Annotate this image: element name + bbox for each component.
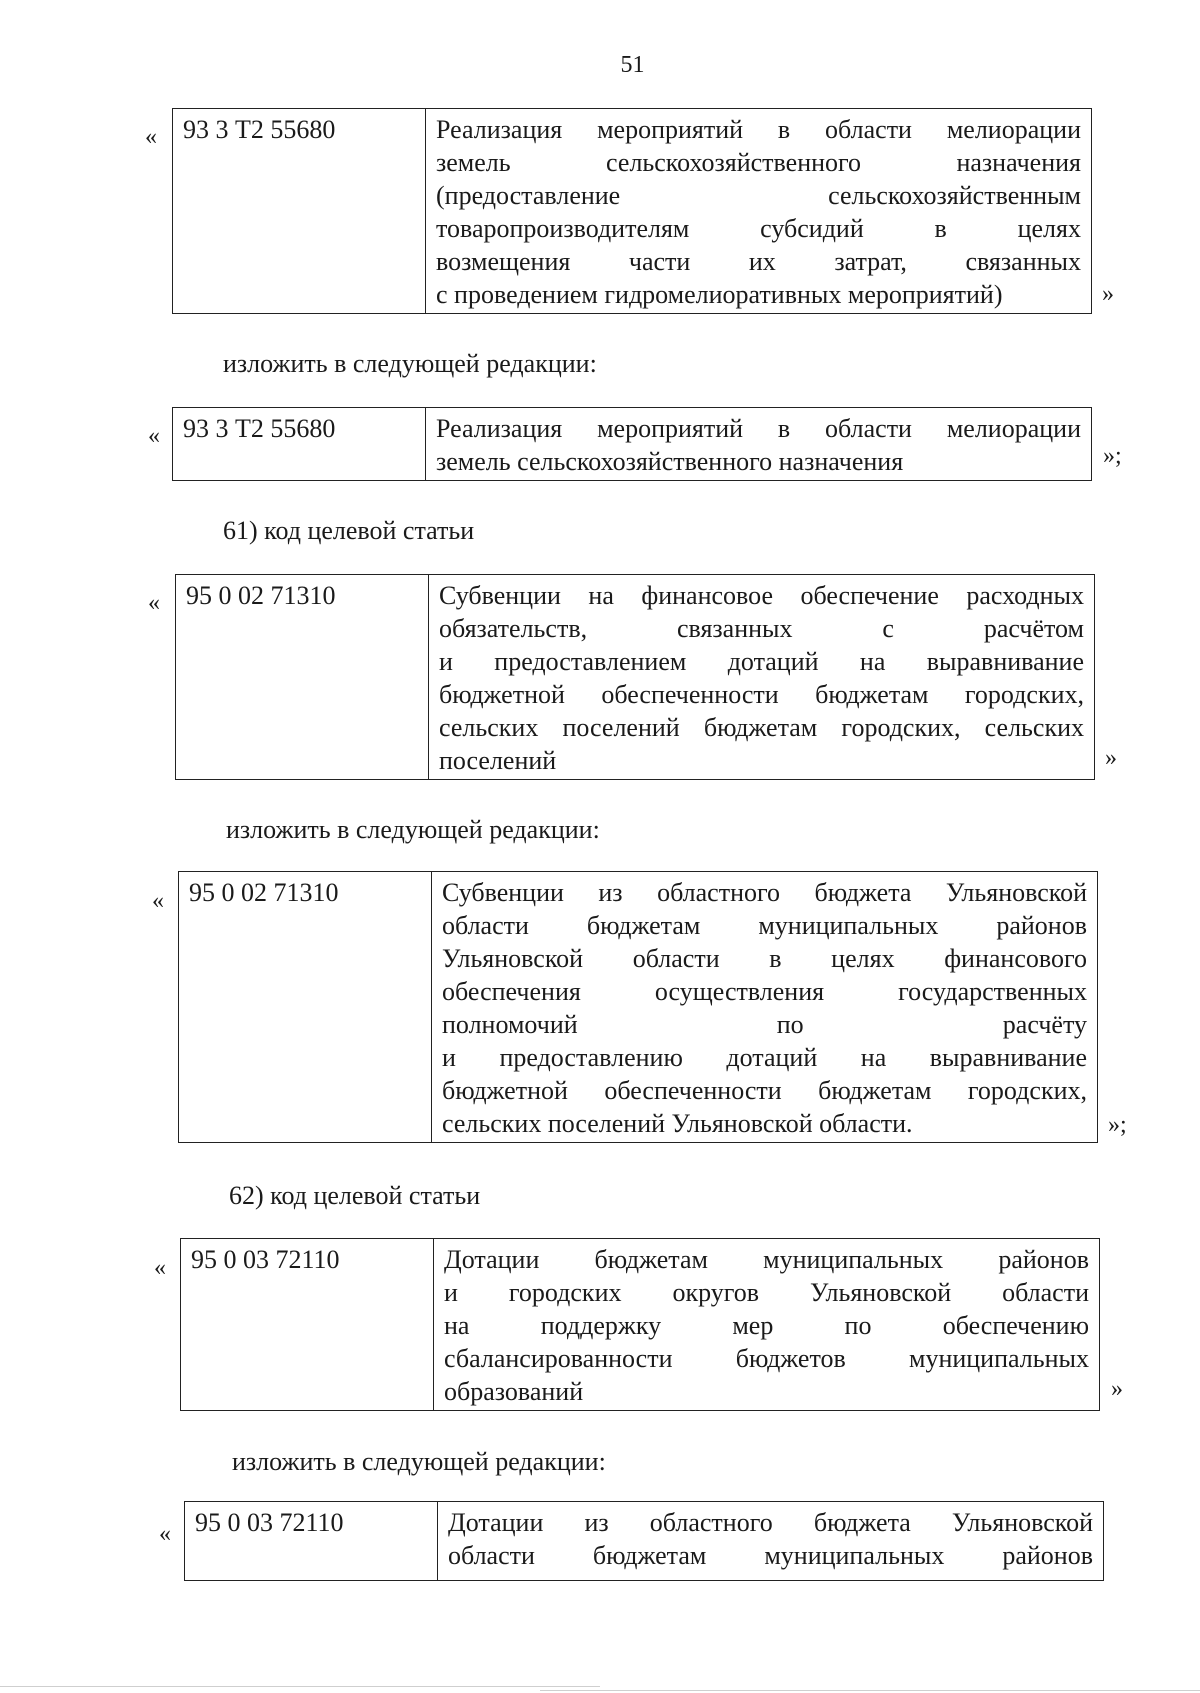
target-article-table xyxy=(180,1238,1100,1411)
description-line: сельских поселений бюджетам городских, сельских xyxy=(439,713,1084,742)
article-code-cell: 95 0 03 72110 xyxy=(181,1239,434,1411)
open-quote: « xyxy=(145,124,157,150)
close-quote: »; xyxy=(1103,443,1122,469)
scan-artifact-line xyxy=(540,1690,1200,1691)
description-line: области бюджетам муниципальных районов xyxy=(448,1541,1093,1570)
page-number: 51 xyxy=(620,52,645,78)
description-line: возмещения части их затрат, связанных xyxy=(436,247,1081,276)
description-line: и предоставлению дотаций на выравнивание xyxy=(442,1043,1087,1072)
description-line: Субвенции на финансовое обеспечение расходных xyxy=(439,581,1084,610)
target-article-table xyxy=(172,407,1092,481)
description-line: земель сельскохозяйственного назначения xyxy=(436,148,1081,177)
description-line: на поддержку мер по обеспечению xyxy=(444,1311,1089,1340)
article-description-cell xyxy=(438,1502,1104,1581)
article-code-cell: 93 3 Т2 55680 xyxy=(173,408,426,481)
article-code-cell: 93 3 Т2 55680 xyxy=(173,109,426,314)
target-article-table xyxy=(175,574,1095,780)
article-description-cell xyxy=(426,109,1092,314)
scan-artifact-line xyxy=(0,1686,600,1687)
description-line: и городских округов Ульяновской области xyxy=(444,1278,1089,1307)
description-line: Ульяновской области в целях финансового xyxy=(442,944,1087,973)
table-row xyxy=(173,109,1092,314)
description-line: области бюджетам муниципальных районов xyxy=(442,911,1087,940)
article-item-61: 61) код целевой статьи xyxy=(223,516,475,545)
description-line: поселений xyxy=(439,746,557,775)
description-line: бюджетной обеспеченности бюджетам городских, xyxy=(439,680,1084,709)
description-line: Дотации из областного бюджета Ульяновской xyxy=(448,1508,1093,1537)
restate-paragraph: изложить в следующей редакции: xyxy=(226,815,600,844)
target-article-table xyxy=(178,871,1098,1143)
target-article-table xyxy=(184,1501,1104,1581)
description-line: сбалансированности бюджетов муниципальных xyxy=(444,1344,1089,1373)
article-code-cell: 95 0 02 71310 xyxy=(179,872,432,1143)
description-line: Реализация мероприятий в области мелиорации xyxy=(436,115,1081,144)
description-line: Реализация мероприятий в области мелиорации xyxy=(436,414,1081,443)
table-row xyxy=(185,1502,1104,1581)
close-quote: » xyxy=(1105,745,1117,771)
description-line: Дотации бюджетам муниципальных районов xyxy=(444,1245,1089,1274)
description-line: обязательств, связанных с расчётом xyxy=(439,614,1084,643)
description-line: с проведением гидромелиоративных мероприятий) xyxy=(436,280,1003,309)
table-row xyxy=(181,1239,1100,1411)
restate-paragraph: изложить в следующей редакции: xyxy=(223,349,597,378)
article-description-cell xyxy=(426,408,1092,481)
article-description-cell xyxy=(434,1239,1100,1411)
description-line: земель сельскохозяйственного назначения xyxy=(436,447,904,476)
close-quote: » xyxy=(1111,1376,1123,1402)
table-row xyxy=(173,408,1092,481)
description-line: сельских поселений Ульяновской области. xyxy=(442,1109,913,1138)
article-description-cell xyxy=(432,872,1098,1143)
article-description-cell xyxy=(429,575,1095,780)
open-quote: « xyxy=(148,590,160,616)
article-code-cell: 95 0 02 71310 xyxy=(176,575,429,780)
description-line: образований xyxy=(444,1377,584,1406)
description-line: (предоставление сельскохозяйственным xyxy=(436,181,1081,210)
open-quote: « xyxy=(152,888,164,914)
description-line: товаропроизводителям субсидий в целях xyxy=(436,214,1081,243)
close-quote: »; xyxy=(1108,1112,1127,1138)
restate-paragraph: изложить в следующей редакции: xyxy=(232,1447,606,1476)
description-line: и предоставлением дотаций на выравнивание xyxy=(439,647,1084,676)
close-quote: » xyxy=(1102,281,1114,307)
article-item-62: 62) код целевой статьи xyxy=(229,1181,481,1210)
table-row xyxy=(179,872,1098,1143)
description-line: обеспечения осуществления государственных xyxy=(442,977,1087,1006)
open-quote: « xyxy=(159,1521,171,1547)
open-quote: « xyxy=(154,1255,166,1281)
table-row xyxy=(176,575,1095,780)
target-article-table xyxy=(172,108,1092,314)
description-line: бюджетной обеспеченности бюджетам городских, xyxy=(442,1076,1087,1105)
article-code-cell: 95 0 03 72110 xyxy=(185,1502,438,1581)
description-line: Субвенции из областного бюджета Ульяновской xyxy=(442,878,1087,907)
description-line: полномочий по расчёту xyxy=(442,1010,1087,1039)
open-quote: « xyxy=(148,423,160,449)
